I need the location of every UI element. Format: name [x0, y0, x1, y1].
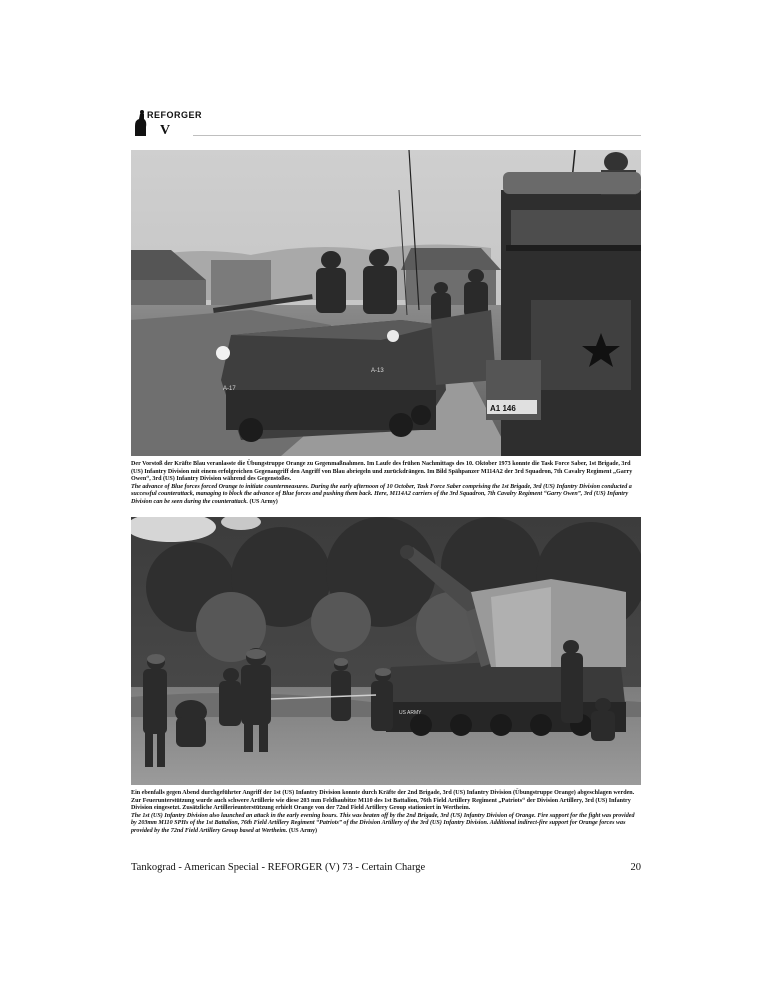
hull-number-left: A-17	[223, 386, 236, 392]
footer-title: Tankograd - American Special - REFORGER (V) 73 - Certain Charge	[131, 862, 426, 873]
bumper-code: A1 146	[490, 404, 516, 413]
header-rule	[193, 135, 641, 136]
caption-1-credit: (US Army)	[249, 498, 278, 505]
logo-numeral: V	[160, 123, 171, 138]
photo-m110-howitzer	[131, 517, 641, 785]
caption-2-credit: (US Army)	[288, 827, 318, 834]
hull-number-mid: A-13	[371, 368, 384, 374]
photo-m114-counterattack	[131, 150, 641, 456]
page-number: 20	[630, 862, 641, 873]
howitzer-hull-marking: US ARMY	[399, 710, 422, 716]
caption-1-german: Der Vorstoß der Kräfte Blau veranlasste die Übungstruppe Orange zu Gegenmaßnahmen. Im Laufe des frühen Nachmittags des 10. Oktober 1973 konnte die Task Force Saber, 1st Brigade, 3rd (US) Infantry Division mit einem erfolgreichen Gegenangriff den Angriff von Blau abriegeln und zurückdrängen. Im Bild Spähpanzer M114A2 der 3rd Squadron, 7th Cavalry Regiment „Garry Owen“, 3rd (US) Infantry Division während des Gegenstoßes.	[131, 461, 633, 483]
caption-2-english: The 1st (US) Infantry Division also launched an attack in the early evening hours. This was beaten off by the 2nd Brigade, 3rd (US) Infantry Division of Orange. Fire support for the fight was provided by 203mm M110 SPHs of the 1st Battalion, 76th Field Artillery Regiment “Patriots” of the Division Artillery of the 3rd (US) Infantry Division. Additional indirect-fire support for Orange forces was provided by the 72nd Field Artillery Group based at Wertheim.	[131, 812, 635, 834]
caption-photo-1	[131, 461, 641, 507]
logo-text: REFORGER	[147, 110, 203, 120]
caption-2-german: Ein ebenfalls gegen Abend durchgeführter Angriff der 1st (US) Infantry Division konnte durch Kräfte der 2nd Brigade, 3rd (US) Infantry Division (Übungstruppe Orange) abgeschlagen werden. Zur Feuerunterstützung wurde auch schwere Artillerie wie diese 203 mm Feldhaubitze M110 des 1st Battalion, 76th Field Artillery Regiment „Patriots“ der Division Artillery, 3rd (US) Infantry Division eingesetzt. Zusätzliche Artillerieunterstützung erhielt Orange von der 72nd Field Artillery Group stationiert in Wertheim.	[131, 790, 635, 812]
caption-photo-2	[131, 790, 641, 836]
caption-1-english: The advance of Blue forces forced Orange to initiate countermeasures. During the early afternoon of 10 October, Task Force Saber comprising the 1st Brigade, 3rd (US) Infantry Division conducted a successful counterattack, managing to block the advance of Blue forces and pushing them back. Here, M114A2 carriers of the 3rd Squadron, 7th Cavalry Regiment “Garry Owen”, 3rd (US) Infantry Division can be seen during the counterattack.	[131, 483, 632, 505]
